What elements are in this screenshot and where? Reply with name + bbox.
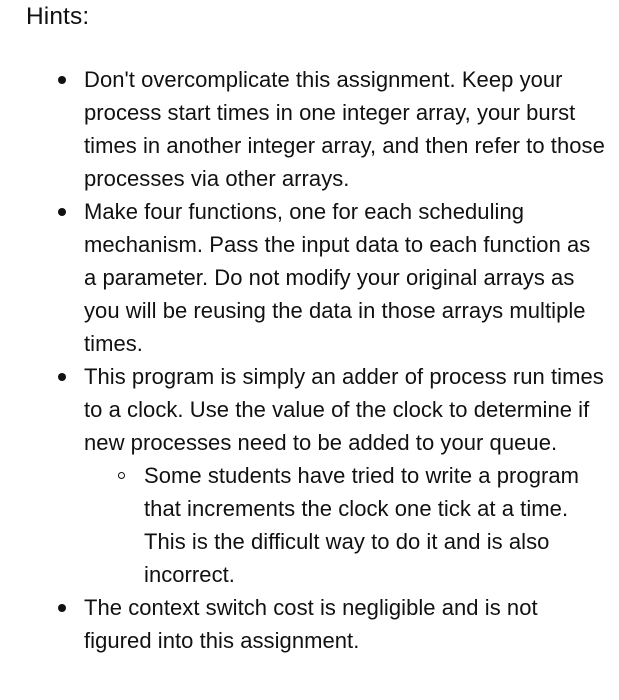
hint-text-1: Don't overcomplicate this assignment. Keep your process start times in one integer array, your burst times in another integer array, and then refer to those processes via other arrays. (84, 67, 605, 191)
hints-heading: Hints: (26, 3, 90, 30)
hint-text-4: The context switch cost is negligible and is not figured into this assignment. (84, 595, 538, 653)
hint-item-4 (26, 591, 605, 657)
filled-bullet-icon (58, 373, 66, 381)
hint-item-2 (26, 195, 605, 360)
hint-item-3 (26, 360, 605, 591)
hint-item-1 (26, 63, 605, 195)
hint-text-3: This program is simply an adder of process run times to a clock. Use the value of the clock to determine if new processes need to be added to your queue. (84, 364, 604, 455)
filled-bullet-icon (58, 604, 66, 612)
hint-subitem-1 (84, 459, 605, 591)
hollow-bullet-icon (118, 472, 125, 479)
filled-bullet-icon (58, 208, 66, 216)
hint-subtext-1: Some students have tried to write a program that increments the clock one tick at a time. This is the difficult way to do it and is also incorrect. (144, 463, 580, 587)
hint-sublist (84, 459, 605, 591)
hint-text-2: Make four functions, one for each scheduling mechanism. Pass the input data to each function as a parameter. Do not modify your original arrays as you will be reusing the data in those arrays multiple times. (84, 199, 591, 356)
hints-list (26, 63, 605, 657)
filled-bullet-icon (58, 76, 66, 84)
